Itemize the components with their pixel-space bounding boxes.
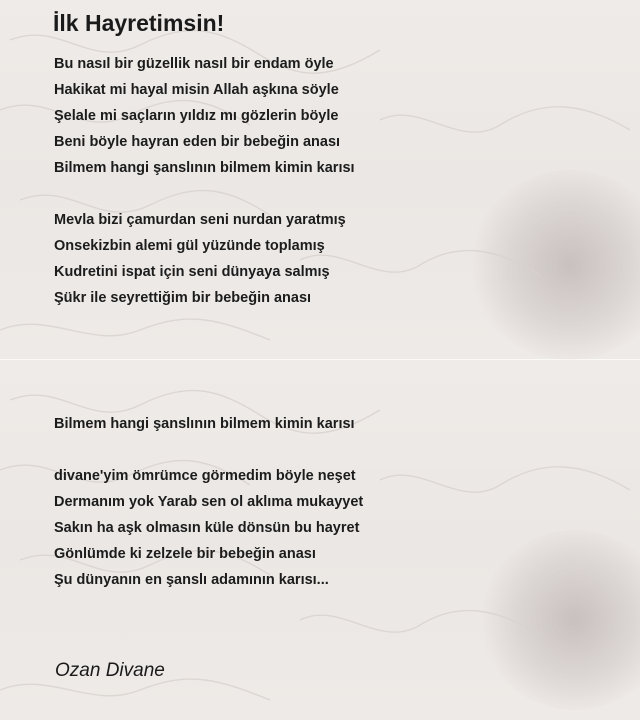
poem-line: Şükr ile seyrettiğim bir bebeğin anası xyxy=(54,290,312,306)
poem-line: Sakın ha aşk olmasın küle dönsün bu hayret xyxy=(54,520,360,536)
poem-line: Hakikat mi hayal misin Allah aşkına söyle xyxy=(54,82,339,98)
poem-line: Onsekizbin alemi gül yüzünde toplamış xyxy=(54,238,325,254)
poem-line: Bilmem hangi şanslının bilmem kimin karısı xyxy=(54,160,355,176)
poem-line: Bu nasıl bir güzellik nasıl bir endam öyle xyxy=(54,56,334,72)
poem-line: Beni böyle hayran eden bir bebeğin anası xyxy=(54,134,341,150)
poem-title: İlk Hayretimsin! xyxy=(53,10,225,36)
poem-line: Gönlümde ki zelzele bir bebeğin anası xyxy=(54,546,316,562)
poem-line: Kudretini ispat için seni dünyaya salmış xyxy=(54,264,330,280)
poem-line: Şu dünyanın en şanslı adamının karısı... xyxy=(54,572,329,588)
poem-line: Şelale mi saçların yıldız mı gözlerin böyle xyxy=(54,108,339,124)
poem-line: divane'yim ömrümce görmedim böyle neşet xyxy=(54,468,356,484)
poem-line: Dermanım yok Yarab sen ol aklıma mukayyet xyxy=(54,494,364,510)
poem-line: Mevla bizi çamurdan seni nurdan yaratmış xyxy=(54,212,346,228)
poem-author: Ozan Divane xyxy=(55,660,165,681)
poem-line: Bilmem hangi şanslının bilmem kimin karısı xyxy=(54,416,355,432)
